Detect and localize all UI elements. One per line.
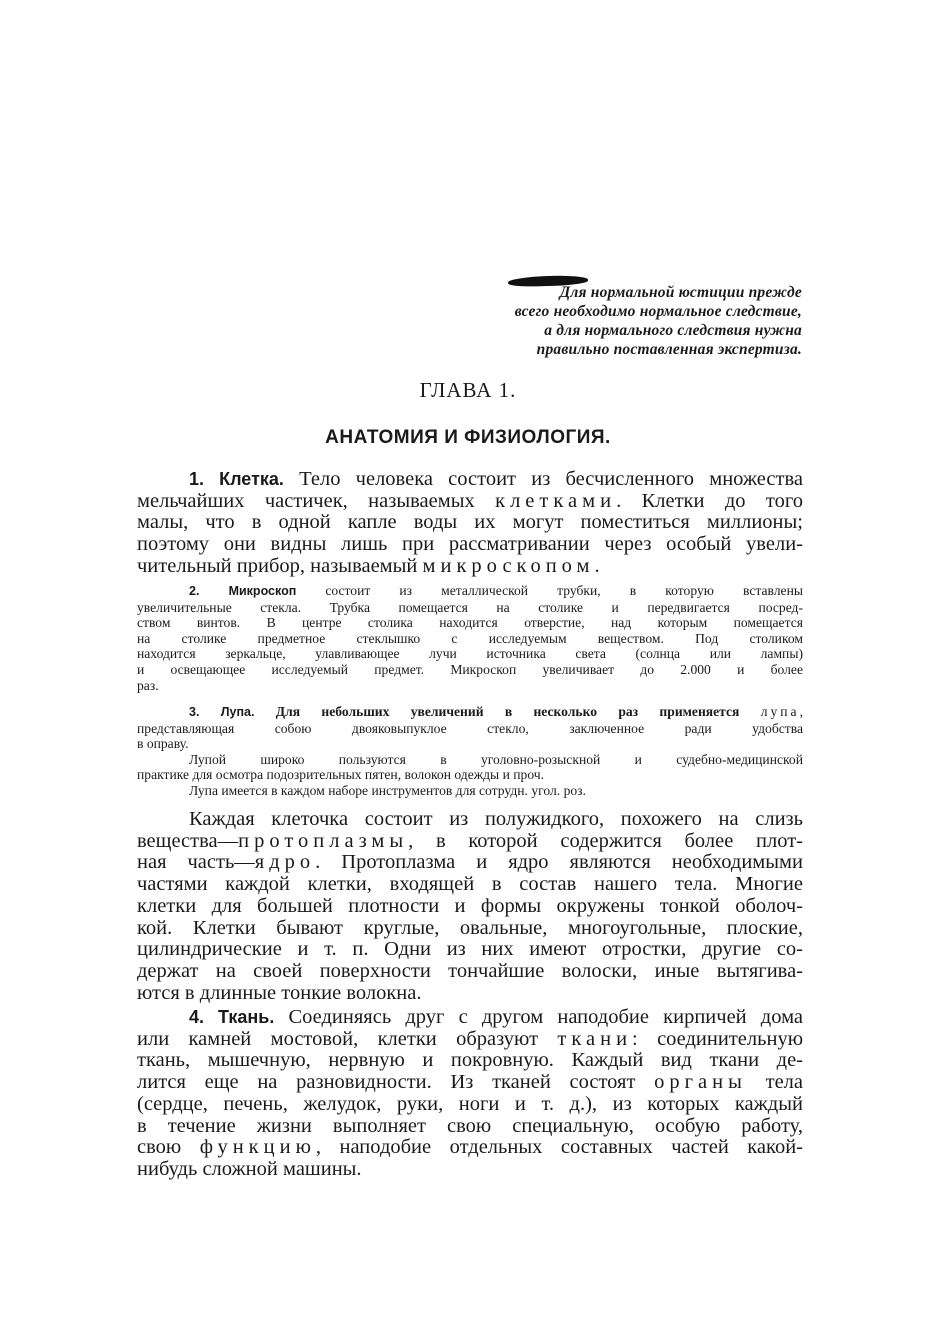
text-run: . (594, 554, 600, 577)
paragraph-tissue (137, 1007, 803, 1181)
text-line (137, 852, 803, 874)
text-line: частями каждой клетки, входящей в состав нашего тела. Многие (137, 873, 803, 896)
epigraph-line: всего необходимо нормальное следствие, (514, 303, 802, 320)
term: клетками (495, 489, 617, 512)
text-run: лится еще на разновидности. Из тканей состоят (137, 1071, 636, 1094)
text-line: представляющая собою двояковыпуклое стекло, заключенное ради удобства (137, 720, 803, 736)
text-run: вещества— (137, 829, 239, 852)
epigraph-line: а для нормального следствия нужна (544, 322, 802, 339)
paragraph-heading: 3. Лупа. (189, 705, 255, 719)
text-line: увеличительные стекла. Трубка помещается на столике и передвигается посред- (137, 599, 803, 615)
text-line: кой. Клетки бывают круглые, овальные, многоугольные, плоские, (137, 916, 803, 939)
text-run: , наподобие отдельных составных частей какой- (315, 1136, 803, 1159)
text-line: Каждая клеточка состоит из полужидкого, похожего на слизь (189, 808, 803, 830)
text-line (137, 469, 803, 491)
text-run: Соединяясь друг с другом наподобие кирпичей дома (288, 1006, 804, 1028)
text-line: клетки для большей плотности и формы окружены тонкой оболоч- (137, 894, 803, 917)
epigraph-line: Для нормальной юстиции прежде (559, 284, 802, 301)
paragraph-heading: 2. Микроскоп (189, 584, 297, 598)
text-line: (сердце, печень, желудок, руки, ноги и т. д.), из которых каждый (137, 1092, 803, 1115)
text-run: Тело человека состоит из бесчисленного множества (299, 468, 803, 490)
text-line (137, 491, 803, 513)
text-run: состоит из металлической трубки, в которую вставлены (325, 583, 803, 598)
paragraph-microscope (137, 583, 803, 693)
text-line: Лупой широко пользуются в уголовно-розыскной и судебно-медицинской (189, 751, 803, 767)
text-line: ством винтов. В центре столика находится отверстие, над которым помещается (137, 615, 803, 631)
text-run: , в которой содержится более плот- (408, 829, 803, 852)
text-line (137, 831, 803, 853)
text-run: . Протоплазма и ядро являются необходимыми (315, 851, 803, 874)
text-run: тела (765, 1071, 804, 1094)
text-line: держат на своей поверхности тончайшие волоски, иные вытягива- (137, 959, 803, 982)
epigraph (440, 283, 802, 359)
term: лупа (760, 704, 800, 719)
term: органы (654, 1071, 747, 1094)
text-line (137, 1137, 803, 1159)
term: ядро (254, 851, 316, 874)
text-line: ются в длинные тонкие волокна. (137, 981, 422, 1004)
paragraph-cell-structure (137, 809, 803, 1004)
section-title: АНАТОМИЯ И ФИЗИОЛОГИЯ. (325, 427, 611, 448)
text-line (137, 556, 803, 578)
text-line (137, 1029, 803, 1051)
paragraph-cell (137, 469, 803, 578)
text-run: свою (137, 1136, 182, 1159)
epigraph-line: правильно поставленная экспертиза. (536, 341, 802, 358)
text-run: : соединительную (632, 1027, 804, 1050)
text-line (137, 1007, 803, 1029)
term: функцию (199, 1136, 316, 1159)
text-line: раз. (137, 677, 159, 693)
text-run: , (799, 704, 803, 719)
text-line: практике для осмотра подозрительных пятен, волокон одежды и проч. (137, 767, 545, 783)
text-run: чительный прибор, называемый (137, 554, 418, 577)
text-line (137, 583, 803, 600)
text-line: малы, что в одной капле воды их могут поместиться миллионы; (137, 511, 803, 534)
text-run: мельчайших частичек, называемых (137, 489, 475, 512)
term: протоплазмы (238, 829, 409, 852)
text-run: или камней мостовой, клетки образуют (137, 1027, 539, 1050)
text-line: нибудь сложной машины. (137, 1157, 362, 1180)
chapter-heading: ГЛАВА 1. (419, 378, 517, 402)
text-line: на столике предметное стеклышко с исследуемым веществом. Под столиком (137, 630, 803, 646)
text-line: находится зеркальце, улавливающее лучи источника света (солнца или лампы) (137, 646, 803, 662)
text-line: ткань, мышечную, нервную и покровную. Каждый вид ткани де- (137, 1049, 803, 1072)
text-run: ная часть— (137, 851, 255, 874)
term: микроскопом (422, 554, 595, 577)
text-line (137, 1072, 803, 1094)
paragraph-heading: 4. Ткань. (189, 1007, 275, 1027)
paragraph-magnifier (137, 704, 803, 799)
text-run: . Клетки до того (616, 489, 803, 512)
text-line (137, 704, 803, 721)
text-line: цилиндрические и т. п. Одни из них имеют отростки, другие со- (137, 938, 803, 961)
term: ткани (557, 1027, 633, 1050)
text-line: и освещающее исследуемый предмет. Микроскоп увеличивает до 2.000 и более (137, 661, 803, 677)
text-line: поэтому они видны лишь при рассматривании через особый увели- (137, 533, 803, 556)
text-line: в течение жизни выполняет свою специальную, особую работу, (137, 1114, 803, 1137)
text-run: Для небольших увеличений в несколько раз применяется (275, 704, 740, 719)
paragraph-heading: 1. Клетка. (189, 469, 284, 489)
text-line: Лупа имеется в каждом наборе инструментов для сотрудн. угол. роз. (189, 782, 586, 798)
text-line: в оправу. (137, 736, 189, 752)
